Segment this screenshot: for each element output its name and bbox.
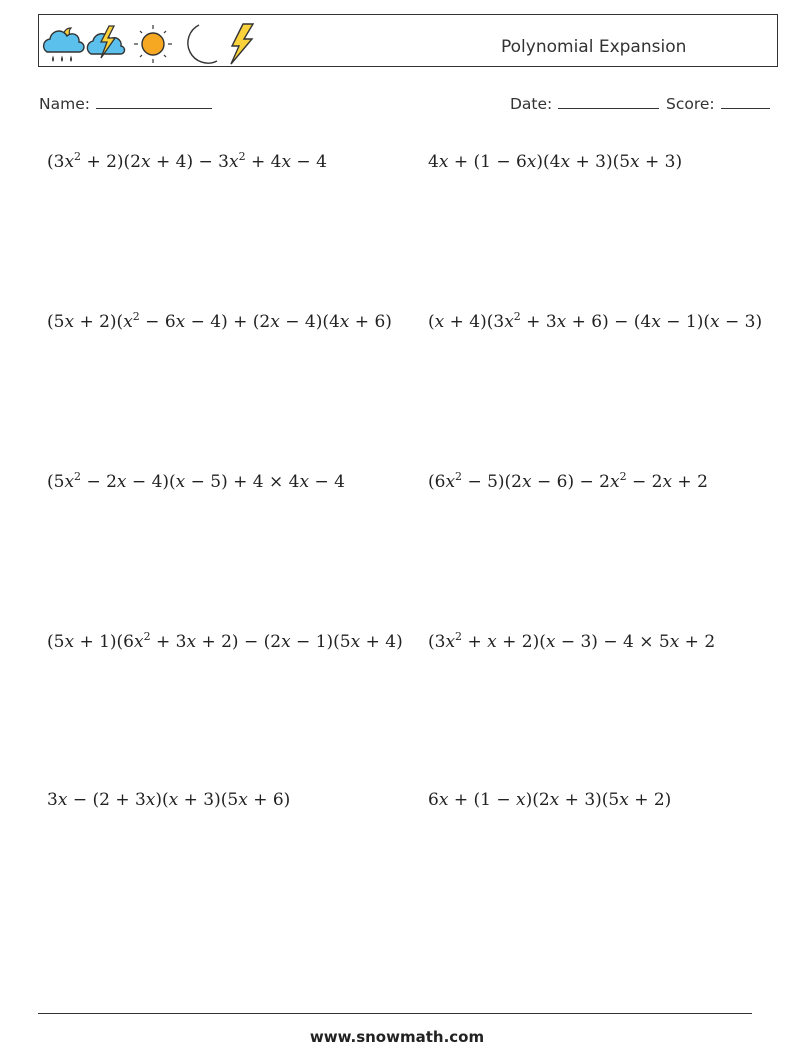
problem-6: $(6x^2 - 5)(2x - 6) - 2x^2 - 2x + 2$ (428, 470, 708, 492)
crescent-moon-icon (188, 25, 217, 63)
problem-1: $(3x^2 + 2)(2x + 4) - 3x^2 + 4x - 4$ (47, 150, 327, 172)
problem-5: $(5x^2 - 2x - 4)(x - 5) + 4 \times 4x - 4$ (47, 470, 345, 492)
score-field (666, 94, 770, 113)
date-field (510, 94, 659, 113)
problem-10: 6x + (1 − x)(2x + 3)(5x + 2) (428, 790, 672, 810)
problem-2: 4x + (1 − 6x)(4x + 3)(5x + 3) (428, 152, 683, 172)
footer-website[interactable]: www.snowmath.com (309, 1028, 485, 1046)
name-label: Name: (39, 95, 90, 113)
lightning-cloud-icon (87, 26, 124, 58)
sun-icon (134, 25, 172, 63)
problem-8: $(3x^2 + x + 2)(x - 3) - 4 \times 5x + 2$ (428, 630, 716, 652)
lightning-bolt-icon (231, 24, 253, 64)
cloud-rain-moon-icon (44, 28, 84, 61)
weather-icons (41, 20, 261, 66)
date-blank[interactable] (558, 94, 659, 109)
score-blank[interactable] (721, 94, 770, 109)
footer-divider (38, 1013, 752, 1014)
name-field (39, 94, 212, 113)
problem-7: $(5x + 1)(6x^2 + 3x + 2) - (2x - 1)(5x + 4)$ (47, 630, 403, 652)
problem-9: 3x − (2 + 3x)(x + 3)(5x + 6) (47, 790, 291, 810)
problem-3: $(5x + 2)(x^2 - 6x - 4) + (2x - 4)(4x + 6)$ (47, 310, 392, 332)
problem-4: $(x + 4)(3x^2 + 3x + 6) - (4x - 1)(x - 3)$ (428, 310, 763, 332)
page-title: Polynomial Expansion (501, 37, 687, 57)
score-label: Score: (666, 95, 715, 113)
header-box (38, 14, 778, 67)
date-label: Date: (510, 95, 553, 113)
name-blank[interactable] (96, 94, 212, 109)
